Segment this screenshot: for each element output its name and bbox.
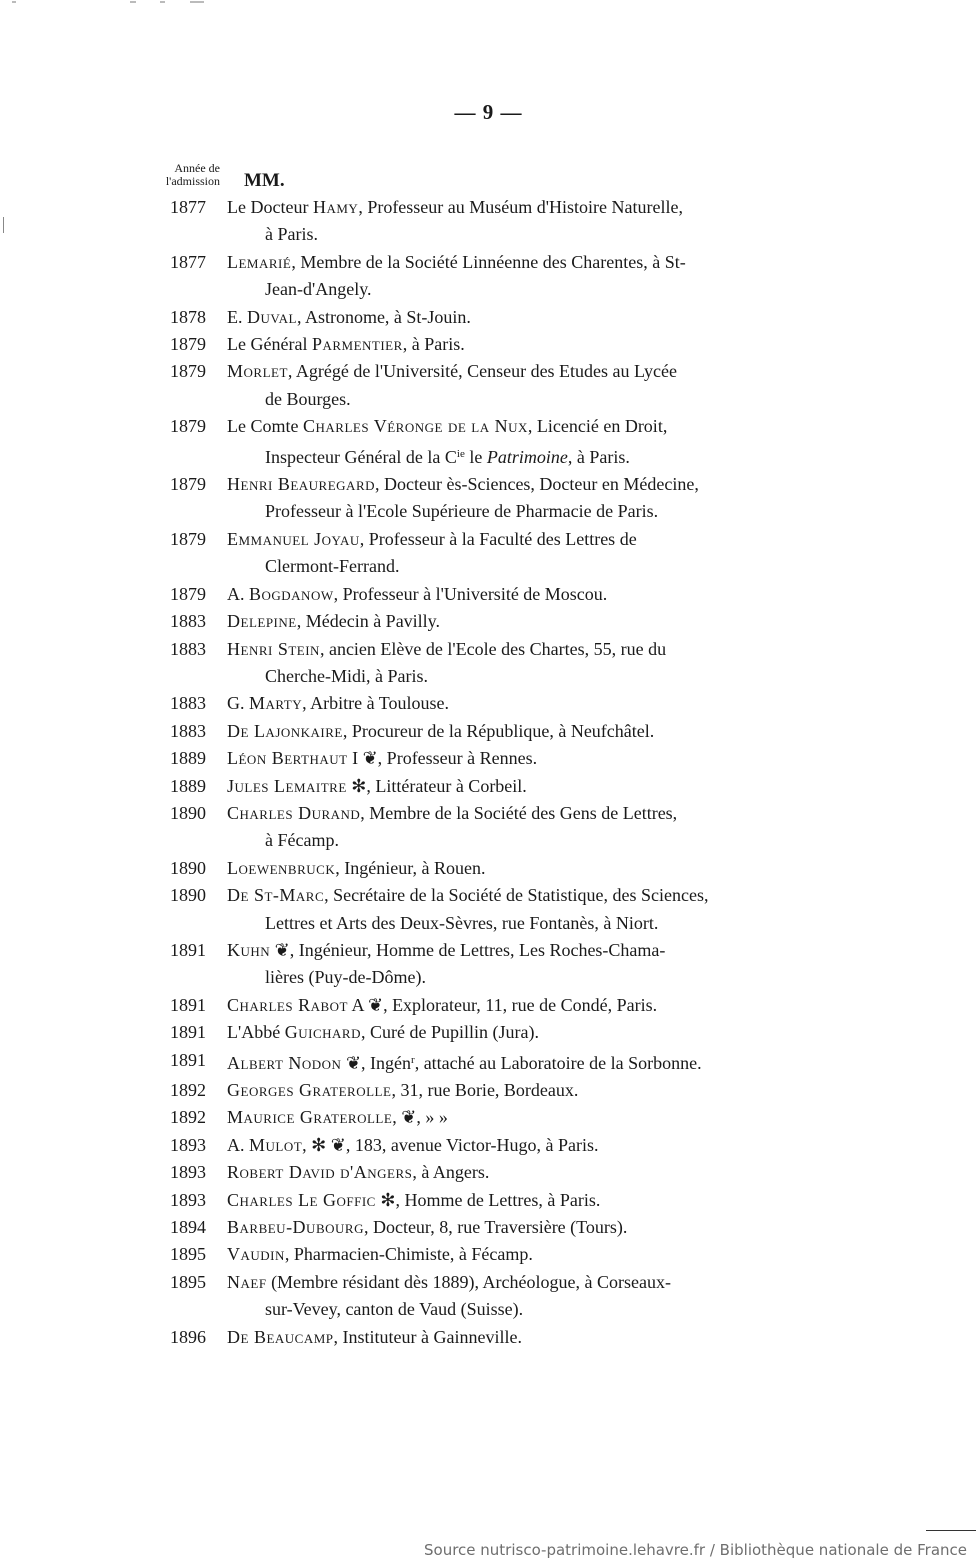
admission-year: 1889	[170, 748, 206, 769]
speck	[12, 1, 16, 3]
margin-mark	[3, 217, 4, 233]
admission-year: 1893	[170, 1162, 206, 1183]
member-entry	[160, 1104, 802, 1131]
member-details: , à Paris.	[402, 334, 465, 355]
member-details: , Secrétaire de la Société de Statistique, des Sciences,	[324, 885, 709, 906]
admission-year: 1879	[170, 583, 206, 604]
member-entry	[160, 1187, 802, 1214]
admission-year: 1892	[170, 1107, 206, 1128]
continuation-text: Inspecteur Général de la C	[265, 446, 457, 467]
admission-year: 1893	[170, 1134, 206, 1155]
member-description	[227, 1019, 802, 1046]
member-details: , Astronome, à St-Jouin.	[296, 306, 471, 327]
column-label-line1: Année de	[174, 161, 220, 175]
admission-year: 1896	[170, 1326, 206, 1347]
member-details: , à Angers.	[412, 1162, 490, 1183]
member-entry	[160, 636, 802, 691]
admission-year: 1879	[170, 361, 206, 382]
member-name: Jules Lemaitre	[227, 775, 347, 796]
member-description	[227, 1187, 802, 1214]
admission-year: 1894	[170, 1217, 206, 1238]
member-details: , ancien Elève de l'Ecole des Chartes, 55, rue du	[319, 638, 667, 659]
continuation-line: à Fécamp.	[265, 830, 339, 851]
name-prefix: A.	[227, 583, 249, 604]
member-details: , Pharmacien-Chimiste, à Fécamp.	[284, 1244, 533, 1265]
member-details: , Procureur de la République, à Neufchâtel.	[342, 720, 655, 741]
admission-year: 1879	[170, 334, 206, 355]
member-entry	[160, 581, 802, 608]
admission-year: 1879	[170, 528, 206, 549]
member-name: Charles Véronge de la Nux	[302, 416, 528, 437]
member-details: (Membre résidant dès 1889), Archéologue, à Corseaux-	[266, 1271, 671, 1292]
member-details: , Arbitre à Toulouse.	[302, 693, 450, 714]
speck	[190, 1, 204, 3]
member-entry	[160, 526, 802, 581]
member-details: ✻, Littérateur à Corbeil.	[346, 775, 527, 796]
admission-year: 1893	[170, 1189, 206, 1210]
member-entry	[160, 249, 802, 304]
member-name: Loewenbruck	[227, 857, 336, 878]
member-entry	[160, 194, 802, 249]
salutation-heading: MM.	[244, 170, 285, 191]
bottom-rule	[926, 1530, 976, 1531]
member-name: Lemarié	[227, 251, 292, 272]
member-entry	[160, 1077, 802, 1104]
member-name: De St-Marc	[227, 885, 325, 906]
member-entry	[160, 690, 802, 717]
member-description	[227, 1159, 802, 1186]
superscript: ie	[456, 447, 465, 460]
admission-year: 1879	[170, 416, 206, 437]
member-name: Maurice Graterolle	[227, 1107, 393, 1128]
member-details: , Membre de la Société des Gens de Lettres,	[360, 802, 678, 823]
member-entry	[160, 1159, 802, 1186]
name-prefix: L'Abbé	[227, 1022, 285, 1043]
member-details: , 31, rue Borie, Bordeaux.	[391, 1080, 579, 1100]
member-details: , Docteur, 8, rue Traversière (Tours).	[363, 1217, 628, 1238]
admission-year: 1890	[170, 857, 206, 878]
continuation-line	[227, 441, 802, 471]
speck	[160, 1, 165, 3]
continuation-text: le	[464, 446, 487, 467]
admission-year: 1877	[170, 197, 206, 217]
member-details: , ❦, » »	[392, 1107, 448, 1128]
continuation-line: Clermont-Ferrand.	[265, 556, 400, 577]
member-description	[227, 1077, 802, 1104]
name-prefix: Le Comte	[227, 416, 303, 437]
member-entry	[160, 1324, 802, 1351]
member-entry	[160, 304, 802, 331]
member-description	[227, 718, 802, 745]
member-entry	[160, 1047, 802, 1077]
member-name: Parmentier	[311, 334, 403, 355]
member-name: Barbeu-Dubourg	[227, 1217, 364, 1238]
member-list	[160, 194, 802, 1351]
member-description	[227, 581, 802, 608]
member-entry	[160, 1132, 802, 1159]
member-description	[227, 773, 802, 800]
member-entry	[160, 882, 802, 937]
continuation-text: , à Paris.	[567, 446, 630, 467]
member-name: Morlet	[227, 361, 288, 382]
member-description	[227, 471, 802, 526]
member-name: Henri Stein	[227, 638, 320, 659]
member-details: , Agrégé de l'Université, Censeur des Etudes au Lycée	[287, 361, 678, 382]
member-name: Kuhn	[227, 939, 271, 960]
member-description	[227, 1047, 802, 1077]
member-entry	[160, 1241, 802, 1268]
member-description	[227, 855, 802, 882]
member-details: , Professeur au Muséum d'Histoire Naturelle,	[358, 197, 683, 217]
member-description	[227, 194, 802, 249]
member-details: ✻, Homme de Lettres, à Paris.	[375, 1189, 601, 1210]
member-name: Albert Nodon	[227, 1052, 342, 1073]
admission-year: 1877	[170, 251, 206, 272]
member-description	[227, 358, 802, 413]
member-description	[227, 413, 802, 471]
admission-year: 1891	[170, 994, 206, 1015]
member-name: Henri Beauregard	[227, 474, 375, 495]
admission-year: 1895	[170, 1271, 206, 1292]
member-description	[227, 1104, 802, 1131]
member-entry	[160, 718, 802, 745]
member-entry	[160, 992, 802, 1019]
name-prefix: Le Général	[227, 334, 312, 355]
member-entry	[160, 471, 802, 526]
member-details: , Docteur ès-Sciences, Docteur en Médecine,	[375, 474, 699, 495]
admission-year: 1892	[170, 1080, 206, 1100]
member-description	[227, 1214, 802, 1241]
member-entry	[160, 358, 802, 413]
admission-year: 1889	[170, 775, 206, 796]
speck	[130, 1, 136, 3]
member-details: ❦, Ingénieur, Homme de Lettres, Les Roches-Chama-	[270, 939, 666, 960]
member-name: Léon Berthaut	[227, 748, 348, 769]
member-details: , Médecin à Pavilly.	[296, 611, 441, 632]
continuation-line: Professeur à l'Ecole Supérieure de Pharmacie de Paris.	[265, 501, 659, 522]
admission-year: 1883	[170, 638, 206, 659]
member-name: Mulot	[249, 1134, 303, 1155]
member-name: De Lajonkaire	[227, 720, 343, 741]
member-name: Charles Rabot	[227, 994, 348, 1015]
member-description	[227, 249, 802, 304]
source-credit: Source nutrisco-patrimoine.lehavre.fr / Bibliothèque nationale de France	[424, 1541, 967, 1559]
member-details: I ❦, Professeur à Rennes.	[347, 748, 538, 769]
member-description	[227, 690, 802, 717]
admission-year: 1895	[170, 1244, 206, 1265]
member-entry	[160, 413, 802, 471]
member-entry	[160, 331, 802, 358]
member-entry	[160, 855, 802, 882]
member-name: Bogdanow	[249, 583, 334, 604]
admission-year: 1891	[170, 1022, 206, 1043]
continuation-line: à Paris.	[265, 224, 318, 245]
member-description	[227, 636, 802, 691]
admission-year: 1878	[170, 306, 206, 327]
member-description	[227, 526, 802, 581]
member-description	[227, 1324, 802, 1351]
name-prefix: Le Docteur	[227, 197, 313, 217]
member-description	[227, 745, 802, 772]
continuation-line: lières (Puy-de-Dôme).	[265, 967, 426, 988]
admission-year: 1890	[170, 802, 206, 823]
member-name: Naef	[227, 1271, 267, 1292]
member-details: , Licencié en Droit,	[527, 416, 668, 437]
admission-year: 1890	[170, 885, 206, 906]
member-details: , Curé de Pupillin (Jura).	[360, 1022, 539, 1043]
member-description	[227, 800, 802, 855]
member-name: Vaudin	[227, 1244, 285, 1265]
italic-title: Patrimoine	[486, 446, 568, 467]
column-label-line2: l'admission	[165, 174, 220, 188]
member-name: Marty	[249, 693, 303, 714]
member-description	[227, 608, 802, 635]
name-prefix: G.	[227, 693, 249, 714]
member-entry	[160, 1269, 802, 1324]
member-details: , Professeur à la Faculté des Lettres de	[359, 528, 637, 549]
continuation-line: Lettres et Arts des Deux-Sèvres, rue Fontanès, à Niort.	[265, 912, 659, 933]
member-name: Robert David d'Angers	[227, 1162, 413, 1183]
scan-specks	[0, 0, 977, 6]
list-header	[140, 160, 820, 194]
admission-year: 1879	[170, 474, 206, 495]
member-entry	[160, 1214, 802, 1241]
member-name: Hamy	[312, 197, 359, 217]
member-details: ❦, Ingén	[341, 1052, 412, 1073]
member-details: , Ingénieur, à Rouen.	[335, 857, 486, 878]
member-name: Georges Graterolle	[227, 1080, 392, 1100]
page-number: — 9 —	[454, 100, 523, 124]
member-description	[227, 882, 802, 937]
member-description	[227, 1241, 802, 1268]
member-details: , Instituteur à Gainneville.	[333, 1326, 522, 1347]
continuation-line: Jean-d'Angely.	[265, 279, 372, 300]
member-entry	[160, 937, 802, 992]
member-details-cont: , attaché au Laboratoire de la Sorbonne.	[414, 1052, 702, 1073]
member-details: , Professeur à l'Université de Moscou.	[333, 583, 608, 604]
member-name: Charles Le Goffic	[227, 1189, 376, 1210]
member-name: Emmanuel Joyau	[227, 528, 360, 549]
column-label-year	[142, 162, 220, 188]
member-description	[227, 1269, 802, 1324]
name-prefix: E.	[227, 306, 247, 327]
superscript: r	[411, 1053, 415, 1066]
member-description	[227, 304, 802, 331]
admission-year: 1883	[170, 611, 206, 632]
member-entry	[160, 745, 802, 772]
member-name: Guichard	[284, 1022, 361, 1043]
member-description	[227, 937, 802, 992]
member-name: De Beaucamp	[227, 1326, 334, 1347]
admission-year: 1883	[170, 720, 206, 741]
member-entry	[160, 1019, 802, 1046]
member-description	[227, 331, 802, 358]
member-entry	[160, 608, 802, 635]
member-name: Delepine	[227, 611, 297, 632]
member-name: Duval	[247, 306, 297, 327]
member-description	[227, 992, 802, 1019]
admission-year: 1883	[170, 693, 206, 714]
member-name: Charles Durand	[227, 802, 361, 823]
admission-year: 1891	[170, 939, 206, 960]
name-prefix: A.	[227, 1134, 249, 1155]
member-details: , ✻ ❦, 183, avenue Victor-Hugo, à Paris.	[302, 1134, 599, 1155]
member-entry	[160, 773, 802, 800]
continuation-line: Cherche-Midi, à Paris.	[265, 665, 428, 686]
member-entry	[160, 800, 802, 855]
continuation-line: sur-Vevey, canton de Vaud (Suisse).	[265, 1299, 524, 1320]
continuation-line: de Bourges.	[265, 388, 351, 409]
member-details: A ❦, Explorateur, 11, rue de Condé, Paris.	[347, 994, 658, 1015]
member-details: , Membre de la Société Linnéenne des Charentes, à St-	[291, 251, 686, 272]
admission-year: 1891	[170, 1049, 206, 1070]
member-description	[227, 1132, 802, 1159]
